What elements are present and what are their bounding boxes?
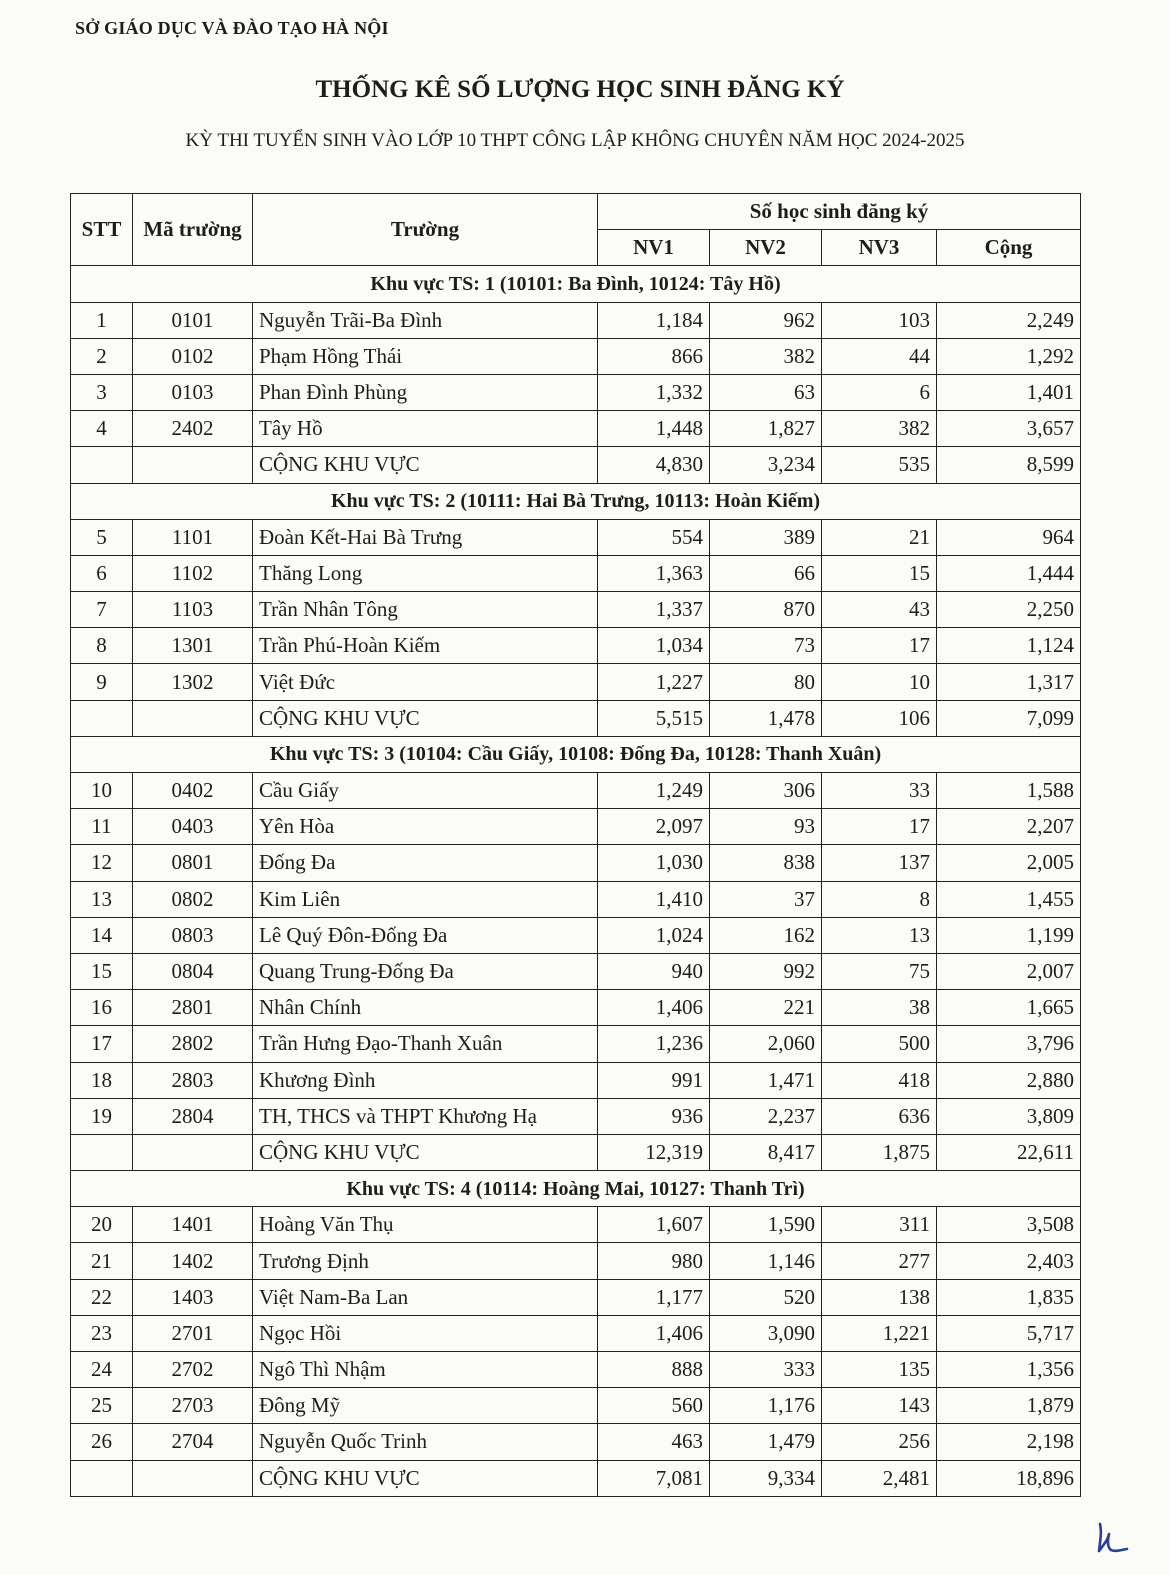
region-title: Khu vực TS: 1 (10101: Ba Đình, 10124: Tây Hồ) [71, 266, 1081, 302]
row-nv3: 17 [822, 809, 937, 845]
row-nv3: 43 [822, 592, 937, 628]
row-nv1: 1,184 [598, 302, 710, 338]
row-nv3: 636 [822, 1098, 937, 1134]
row-school-name: Đoàn Kết-Hai Bà Trưng [253, 519, 598, 555]
column-header-school-code: Mã trường [133, 194, 253, 266]
row-nv3: 44 [822, 338, 937, 374]
row-nv2: 1,827 [710, 411, 822, 447]
subtotal-nv2: 3,234 [710, 447, 822, 483]
row-total: 1,292 [937, 338, 1081, 374]
row-nv1: 866 [598, 338, 710, 374]
row-total: 1,879 [937, 1388, 1081, 1424]
row-nv2: 389 [710, 519, 822, 555]
subtotal-nv3: 106 [822, 700, 937, 736]
row-school-name: Trần Phú-Hoàn Kiếm [253, 628, 598, 664]
table-row [71, 1352, 1081, 1388]
region-title: Khu vực TS: 2 (10111: Hai Bà Trưng, 10113: Hoàn Kiếm) [71, 483, 1081, 519]
row-school-name: Đông Mỹ [253, 1388, 598, 1424]
row-nv2: 382 [710, 338, 822, 374]
row-nv3: 418 [822, 1062, 937, 1098]
table-row [71, 1207, 1081, 1243]
row-stt: 3 [71, 374, 133, 410]
row-nv2: 2,237 [710, 1098, 822, 1134]
row-nv3: 10 [822, 664, 937, 700]
row-nv2: 1,479 [710, 1424, 822, 1460]
subtotal-nv3: 1,875 [822, 1134, 937, 1170]
subtotal-nv2: 9,334 [710, 1460, 822, 1496]
table-row [71, 555, 1081, 591]
subtotal-total: 7,099 [937, 700, 1081, 736]
row-total: 964 [937, 519, 1081, 555]
table-row [71, 519, 1081, 555]
subtotal-label: CỘNG KHU VỰC [253, 700, 598, 736]
row-total: 1,588 [937, 773, 1081, 809]
column-header-stt: STT [71, 194, 133, 266]
row-stt: 2 [71, 338, 133, 374]
row-school-code: 2704 [133, 1424, 253, 1460]
table-row [71, 1062, 1081, 1098]
row-nv1: 1,607 [598, 1207, 710, 1243]
row-nv2: 73 [710, 628, 822, 664]
row-school-code: 1403 [133, 1279, 253, 1315]
row-nv3: 103 [822, 302, 937, 338]
column-group-header-registrations: Số học sinh đăng ký [598, 194, 1081, 230]
row-nv1: 1,332 [598, 374, 710, 410]
row-nv3: 137 [822, 845, 937, 881]
row-nv3: 135 [822, 1352, 937, 1388]
subtotal-code-empty [133, 447, 253, 483]
row-total: 2,249 [937, 302, 1081, 338]
row-nv1: 560 [598, 1388, 710, 1424]
row-stt: 6 [71, 555, 133, 591]
row-nv1: 1,448 [598, 411, 710, 447]
subtotal-nv1: 7,081 [598, 1460, 710, 1496]
subtotal-nv1: 12,319 [598, 1134, 710, 1170]
table-row [71, 411, 1081, 447]
row-nv1: 1,227 [598, 664, 710, 700]
row-school-code: 0803 [133, 917, 253, 953]
row-total: 3,657 [937, 411, 1081, 447]
region-subtotal-row [71, 1134, 1081, 1170]
row-school-name: Nhân Chính [253, 990, 598, 1026]
row-nv1: 980 [598, 1243, 710, 1279]
row-school-code: 0801 [133, 845, 253, 881]
table-row [71, 592, 1081, 628]
row-nv3: 15 [822, 555, 937, 591]
region-header-row [71, 1171, 1081, 1207]
row-school-name: Thăng Long [253, 555, 598, 591]
subtotal-label: CỘNG KHU VỰC [253, 447, 598, 483]
row-school-name: Nguyễn Quốc Trinh [253, 1424, 598, 1460]
row-stt: 17 [71, 1026, 133, 1062]
row-school-code: 0103 [133, 374, 253, 410]
row-nv3: 143 [822, 1388, 937, 1424]
row-nv3: 17 [822, 628, 937, 664]
row-total: 5,717 [937, 1315, 1081, 1351]
row-school-name: Việt Đức [253, 664, 598, 700]
row-nv3: 277 [822, 1243, 937, 1279]
row-nv1: 1,406 [598, 1315, 710, 1351]
subtotal-nv3: 2,481 [822, 1460, 937, 1496]
row-total: 1,317 [937, 664, 1081, 700]
row-school-name: Ngọc Hồi [253, 1315, 598, 1351]
row-school-code: 1102 [133, 555, 253, 591]
row-stt: 15 [71, 953, 133, 989]
row-school-code: 1103 [133, 592, 253, 628]
row-school-code: 2803 [133, 1062, 253, 1098]
row-stt: 1 [71, 302, 133, 338]
row-nv1: 1,034 [598, 628, 710, 664]
row-nv3: 38 [822, 990, 937, 1026]
row-nv1: 888 [598, 1352, 710, 1388]
row-school-name: Nguyễn Trãi-Ba Đình [253, 302, 598, 338]
table-body [71, 266, 1081, 1496]
row-stt: 25 [71, 1388, 133, 1424]
row-school-code: 1402 [133, 1243, 253, 1279]
table-row [71, 917, 1081, 953]
row-stt: 18 [71, 1062, 133, 1098]
row-school-code: 1302 [133, 664, 253, 700]
region-header-row [71, 736, 1081, 772]
row-stt: 16 [71, 990, 133, 1026]
subtotal-total: 18,896 [937, 1460, 1081, 1496]
subtotal-nv3: 535 [822, 447, 937, 483]
row-nv2: 333 [710, 1352, 822, 1388]
subtotal-stt-empty [71, 700, 133, 736]
row-nv3: 256 [822, 1424, 937, 1460]
table-row [71, 809, 1081, 845]
row-nv3: 75 [822, 953, 937, 989]
table-row [71, 953, 1081, 989]
row-nv2: 2,060 [710, 1026, 822, 1062]
column-header-nv3: NV3 [822, 230, 937, 266]
row-total: 2,207 [937, 809, 1081, 845]
row-school-name: Cầu Giấy [253, 773, 598, 809]
column-header-nv1: NV1 [598, 230, 710, 266]
subtotal-stt-empty [71, 1134, 133, 1170]
table-row [71, 773, 1081, 809]
row-nv1: 1,030 [598, 845, 710, 881]
row-school-name: Phạm Hồng Thái [253, 338, 598, 374]
table-row [71, 628, 1081, 664]
signature-initial-mark [1094, 1520, 1132, 1556]
row-nv3: 13 [822, 917, 937, 953]
row-nv2: 3,090 [710, 1315, 822, 1351]
row-school-name: Khương Đình [253, 1062, 598, 1098]
row-nv3: 138 [822, 1279, 937, 1315]
row-total: 1,401 [937, 374, 1081, 410]
row-school-name: Tây Hồ [253, 411, 598, 447]
row-stt: 5 [71, 519, 133, 555]
row-nv1: 554 [598, 519, 710, 555]
subtotal-total: 8,599 [937, 447, 1081, 483]
table-row [71, 302, 1081, 338]
row-nv2: 1,471 [710, 1062, 822, 1098]
registration-stats-table [70, 193, 1081, 1497]
row-nv3: 311 [822, 1207, 937, 1243]
table-row [71, 1098, 1081, 1134]
row-school-code: 0804 [133, 953, 253, 989]
row-total: 2,005 [937, 845, 1081, 881]
row-nv1: 1,024 [598, 917, 710, 953]
row-school-name: Việt Nam-Ba Lan [253, 1279, 598, 1315]
row-stt: 26 [71, 1424, 133, 1460]
row-school-code: 0102 [133, 338, 253, 374]
row-stt: 14 [71, 917, 133, 953]
row-stt: 21 [71, 1243, 133, 1279]
row-school-code: 2801 [133, 990, 253, 1026]
row-total: 1,124 [937, 628, 1081, 664]
row-school-code: 1101 [133, 519, 253, 555]
row-school-name: Ngô Thì Nhậm [253, 1352, 598, 1388]
subtotal-nv1: 5,515 [598, 700, 710, 736]
row-nv1: 1,177 [598, 1279, 710, 1315]
row-total: 1,199 [937, 917, 1081, 953]
row-stt: 10 [71, 773, 133, 809]
row-stt: 24 [71, 1352, 133, 1388]
document-title: THỐNG KÊ SỐ LƯỢNG HỌC SINH ĐĂNG KÝ [315, 76, 845, 103]
region-header-row [71, 266, 1081, 302]
row-nv2: 962 [710, 302, 822, 338]
table-row [71, 990, 1081, 1026]
row-school-name: Yên Hòa [253, 809, 598, 845]
table-row [71, 845, 1081, 881]
row-school-code: 2701 [133, 1315, 253, 1351]
subtotal-nv2: 8,417 [710, 1134, 822, 1170]
row-stt: 20 [71, 1207, 133, 1243]
subtotal-label: CỘNG KHU VỰC [253, 1460, 598, 1496]
row-nv1: 991 [598, 1062, 710, 1098]
table-row [71, 1315, 1081, 1351]
region-subtotal-row [71, 1460, 1081, 1496]
row-nv2: 1,146 [710, 1243, 822, 1279]
row-school-name: Quang Trung-Đống Đa [253, 953, 598, 989]
row-school-code: 0402 [133, 773, 253, 809]
table-row [71, 1424, 1081, 1460]
region-header-row [71, 483, 1081, 519]
row-nv2: 80 [710, 664, 822, 700]
row-nv3: 1,221 [822, 1315, 937, 1351]
row-stt: 11 [71, 809, 133, 845]
row-total: 3,508 [937, 1207, 1081, 1243]
row-school-code: 1301 [133, 628, 253, 664]
region-title: Khu vực TS: 3 (10104: Cầu Giấy, 10108: Đống Đa, 10128: Thanh Xuân) [71, 736, 1081, 772]
row-school-code: 2703 [133, 1388, 253, 1424]
row-total: 1,665 [937, 990, 1081, 1026]
table-row [71, 338, 1081, 374]
row-school-code: 2702 [133, 1352, 253, 1388]
row-total: 2,880 [937, 1062, 1081, 1098]
row-school-name: Trương Định [253, 1243, 598, 1279]
row-nv2: 162 [710, 917, 822, 953]
row-stt: 9 [71, 664, 133, 700]
row-school-name: Hoàng Văn Thụ [253, 1207, 598, 1243]
row-total: 1,444 [937, 555, 1081, 591]
row-nv2: 1,176 [710, 1388, 822, 1424]
row-stt: 8 [71, 628, 133, 664]
row-school-name: TH, THCS và THPT Khương Hạ [253, 1098, 598, 1134]
row-total: 1,455 [937, 881, 1081, 917]
table-row [71, 881, 1081, 917]
row-nv1: 936 [598, 1098, 710, 1134]
row-nv1: 1,337 [598, 592, 710, 628]
row-school-code: 0101 [133, 302, 253, 338]
table-row [71, 374, 1081, 410]
row-school-code: 2802 [133, 1026, 253, 1062]
row-stt: 23 [71, 1315, 133, 1351]
row-school-name: Trần Hưng Đạo-Thanh Xuân [253, 1026, 598, 1062]
row-nv1: 463 [598, 1424, 710, 1460]
document-subtitle: KỲ THI TUYỂN SINH VÀO LỚP 10 THPT CÔNG LẬP KHÔNG CHUYÊN NĂM HỌC 2024-2025 [185, 130, 965, 151]
row-nv2: 520 [710, 1279, 822, 1315]
row-school-name: Kim Liên [253, 881, 598, 917]
row-nv1: 1,236 [598, 1026, 710, 1062]
row-stt: 13 [71, 881, 133, 917]
subtotal-label: CỘNG KHU VỰC [253, 1134, 598, 1170]
column-header-total: Cộng [937, 230, 1081, 266]
row-school-code: 0802 [133, 881, 253, 917]
row-stt: 7 [71, 592, 133, 628]
region-title: Khu vực TS: 4 (10114: Hoàng Mai, 10127: Thanh Trì) [71, 1171, 1081, 1207]
subtotal-total: 22,611 [937, 1134, 1081, 1170]
row-nv1: 1,249 [598, 773, 710, 809]
row-nv3: 500 [822, 1026, 937, 1062]
subtotal-nv1: 4,830 [598, 447, 710, 483]
row-nv1: 2,097 [598, 809, 710, 845]
row-nv3: 6 [822, 374, 937, 410]
row-school-code: 1401 [133, 1207, 253, 1243]
row-nv3: 21 [822, 519, 937, 555]
row-nv2: 37 [710, 881, 822, 917]
row-school-code: 0403 [133, 809, 253, 845]
organization-name: SỞ GIÁO DỤC VÀ ĐÀO TẠO HÀ NỘI [75, 18, 389, 38]
row-nv3: 382 [822, 411, 937, 447]
row-school-name: Trần Nhân Tông [253, 592, 598, 628]
column-header-school: Trường [253, 194, 598, 266]
row-school-name: Lê Quý Đôn-Đống Đa [253, 917, 598, 953]
table-row [71, 1243, 1081, 1279]
row-school-code: 2804 [133, 1098, 253, 1134]
row-nv2: 1,590 [710, 1207, 822, 1243]
region-subtotal-row [71, 700, 1081, 736]
row-school-name: Phan Đình Phùng [253, 374, 598, 410]
row-nv2: 870 [710, 592, 822, 628]
row-stt: 12 [71, 845, 133, 881]
table-row [71, 1279, 1081, 1315]
row-total: 3,796 [937, 1026, 1081, 1062]
row-stt: 22 [71, 1279, 133, 1315]
row-nv3: 33 [822, 773, 937, 809]
row-nv2: 66 [710, 555, 822, 591]
row-school-name: Đống Đa [253, 845, 598, 881]
row-nv2: 992 [710, 953, 822, 989]
row-school-code: 2402 [133, 411, 253, 447]
row-nv2: 306 [710, 773, 822, 809]
row-total: 1,835 [937, 1279, 1081, 1315]
subtotal-nv2: 1,478 [710, 700, 822, 736]
row-nv2: 221 [710, 990, 822, 1026]
table-row [71, 1388, 1081, 1424]
row-total: 2,198 [937, 1424, 1081, 1460]
row-nv1: 1,406 [598, 990, 710, 1026]
row-nv1: 1,363 [598, 555, 710, 591]
row-total: 2,250 [937, 592, 1081, 628]
row-stt: 19 [71, 1098, 133, 1134]
row-total: 3,809 [937, 1098, 1081, 1134]
subtotal-stt-empty [71, 1460, 133, 1496]
row-nv3: 8 [822, 881, 937, 917]
region-subtotal-row [71, 447, 1081, 483]
row-total: 1,356 [937, 1352, 1081, 1388]
table-row [71, 664, 1081, 700]
row-total: 2,007 [937, 953, 1081, 989]
row-nv2: 63 [710, 374, 822, 410]
row-nv2: 93 [710, 809, 822, 845]
row-stt: 4 [71, 411, 133, 447]
row-nv1: 940 [598, 953, 710, 989]
column-header-nv2: NV2 [710, 230, 822, 266]
subtotal-code-empty [133, 1460, 253, 1496]
row-nv1: 1,410 [598, 881, 710, 917]
subtotal-code-empty [133, 1134, 253, 1170]
row-nv2: 838 [710, 845, 822, 881]
subtotal-code-empty [133, 700, 253, 736]
row-total: 2,403 [937, 1243, 1081, 1279]
subtotal-stt-empty [71, 447, 133, 483]
table-row [71, 1026, 1081, 1062]
